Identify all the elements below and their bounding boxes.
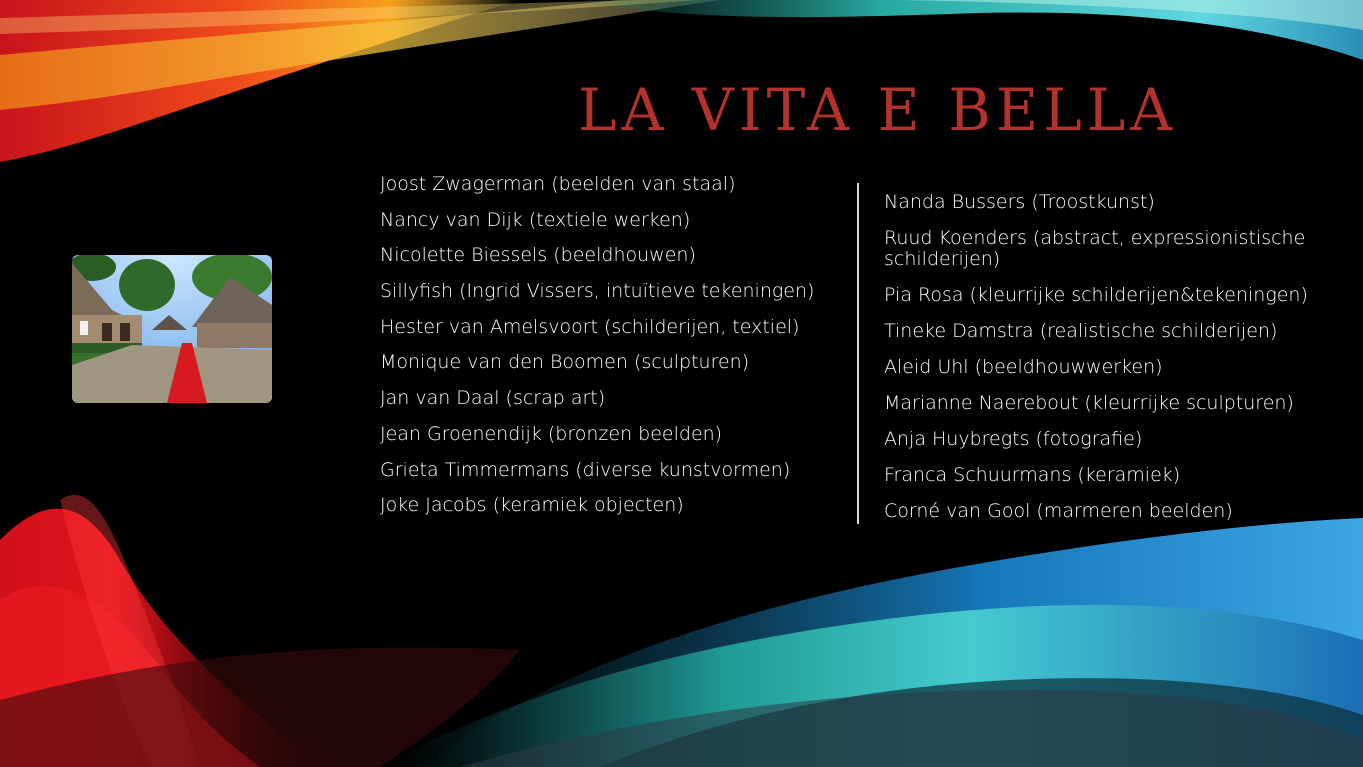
list-item: Nanda Bussers (Troostkunst) (884, 191, 1155, 213)
farmhouse-courtyard-photo (72, 255, 272, 403)
list-item: Ruud Koenders (abstract, expressionistische schilderijen) (884, 227, 1306, 270)
list-item: Jan van Daal (scrap art) (380, 387, 606, 410)
column-divider (857, 183, 859, 524)
list-item: Anja Huybregts (fotografie) (884, 428, 1143, 450)
list-item: Aleid Uhl (beeldhouwwerken) (884, 356, 1163, 378)
list-item: Franca Schuurmans (keramiek) (884, 464, 1181, 486)
list-item: Tineke Damstra (realistische schilderijen) (884, 320, 1278, 342)
artist-list-right (884, 192, 1324, 537)
list-item: Nicolette Biessels (beeldhouwen) (380, 244, 696, 267)
list-item: Marianne Naerebout (kleurrijke sculpturen) (884, 392, 1294, 414)
list-item: Monique van den Boomen (sculpturen) (380, 351, 750, 374)
list-item: Hester van Amelsvoort (schilderijen, textiel) (380, 315, 800, 338)
list-item: Joost Zwagerman (beelden van staal) (380, 173, 736, 195)
list-item: Sillyfish (Ingrid Vissers, intuïtieve tekeningen) (380, 280, 815, 303)
list-item: Joke Jacobs (keramiek objecten) (380, 494, 684, 517)
list-item: Pia Rosa (kleurrijke schilderijen&tekeningen) (884, 284, 1308, 306)
artist-list-left (380, 174, 850, 531)
list-item: Grieta Timmermans (diverse kunstvormen) (380, 458, 791, 481)
list-item: Nancy van Dijk (textiele werken) (380, 208, 691, 231)
list-item: Jean Groenendijk (bronzen beelden) (380, 422, 723, 445)
list-item: Corné van Gool (marmeren beelden) (884, 500, 1233, 522)
slide-title: LA VITA E BELLA (578, 76, 1178, 144)
